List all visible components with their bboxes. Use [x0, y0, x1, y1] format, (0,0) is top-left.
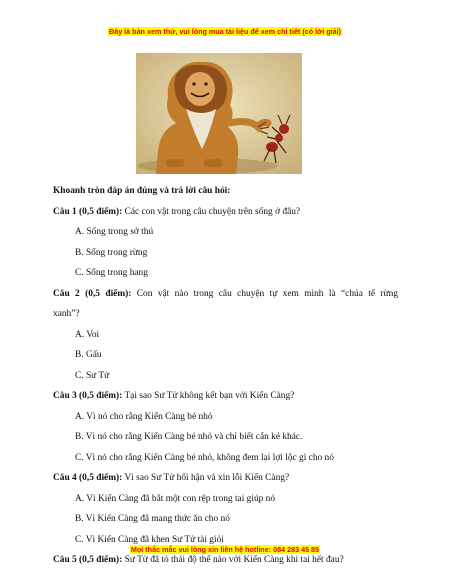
worksheet-content — [53, 181, 398, 571]
question-text: Con vật nào trong câu chuyện tự xem mình là “chúa tể rừng — [136, 288, 399, 299]
answer-option: A. Voi — [75, 329, 100, 340]
answer-option: B. Sống trong rừng — [75, 247, 148, 258]
answer-option: C. Sư Tử — [75, 370, 110, 381]
preview-notice-text: Đây là bản xem thử, vui lòng mua tài liệu để xem chi tiết (có lời giải) — [109, 27, 341, 36]
lion-ant-illustration — [136, 53, 302, 174]
hotline-text: Mọi thắc mắc vui lòng xin liên hệ hotline: 084 283 45 85 — [130, 545, 320, 554]
question-text: Tại sao Sư Tử không kết bạn với Kiến Càng? — [124, 391, 295, 401]
question-3 — [53, 386, 398, 407]
question-text: Vì sao Sư Tử hối hận và xin lỗi Kiến Càng? — [124, 473, 290, 483]
question-text-continued: xanh”? — [53, 309, 80, 319]
instruction-heading: Khoanh tròn đáp án đúng và trả lời câu hỏi: — [53, 186, 231, 196]
answer-option: C. Vì Kiến Càng đã khen Sư Tử tài giỏi — [75, 534, 224, 545]
answer-option: B. Vì Kiến Càng đã mang thức ăn cho nó — [75, 514, 230, 524]
question-label: Câu 3 (0,5 điểm): — [53, 391, 123, 401]
answer-option: A. Vì nó cho rằng Kiến Càng bé nhỏ — [75, 411, 213, 422]
hotline-banner — [0, 545, 450, 554]
question-1 — [53, 202, 398, 223]
answer-option: C. Vì nó cho rằng Kiến Càng bé nhỏ, không đem lại lợi lộc gì cho nó — [75, 452, 334, 463]
preview-notice-banner — [0, 27, 450, 36]
question-text: Các con vật trong câu chuyện trên sống ở đâu? — [124, 206, 301, 217]
answer-option: B. Gấu — [75, 350, 102, 360]
question-label: Câu 1 (0,5 điểm): — [53, 206, 123, 217]
question-label: Câu 2 (0,5 điểm): — [53, 288, 132, 299]
answer-option: C. Sống trong hang — [75, 268, 148, 278]
question-label: Câu 4 (0,5 điểm): — [53, 473, 123, 483]
answer-option: A. Sống trong sở thú — [75, 227, 154, 237]
answer-option: B. Vì nó cho rằng Kiến Càng bé nhỏ và chỉ biết cắn kẻ khác. — [75, 432, 303, 442]
question-text: Sư Tử đã tỏ thái độ thế nào với Kiến Càng khi tai hết đau? — [124, 555, 344, 565]
question-2 — [53, 284, 398, 305]
answer-option: A. Vì Kiến Càng đã bắt một con rệp trong tai giúp nó — [75, 493, 276, 504]
question-4 — [53, 468, 398, 489]
question-label: Câu 5 (0,5 điểm): — [53, 555, 123, 565]
